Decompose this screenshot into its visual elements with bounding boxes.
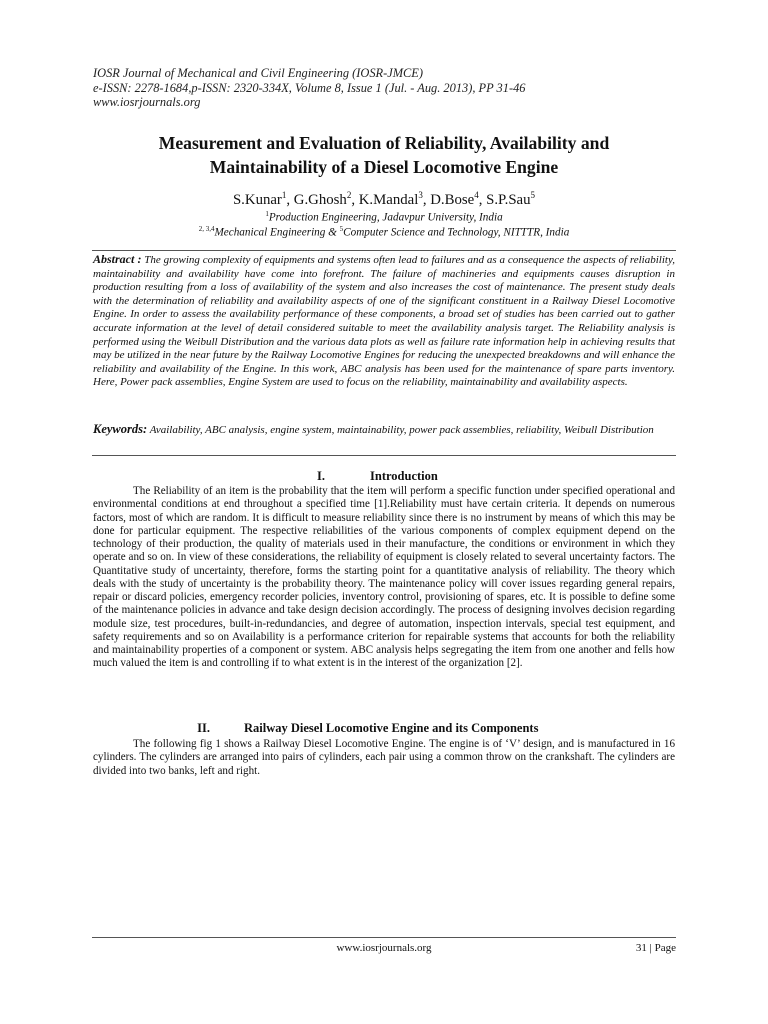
- title-line-1: Measurement and Evaluation of Reliability, Availability and: [158, 133, 610, 153]
- author: G.Ghosh$^2$,: [293, 190, 359, 208]
- section-title: Introduction: [370, 469, 438, 483]
- journal-website[interactable]: www.iosrjournals.org: [93, 95, 201, 109]
- author: K.Mandal$^3$,: [358, 190, 431, 208]
- author: S.P.Sau$^5$: [486, 190, 536, 208]
- footer-rule: [92, 937, 676, 938]
- author-list: [90, 186, 678, 209]
- paper-title: [90, 131, 678, 179]
- author: D.Bose$^4$,: [430, 190, 487, 208]
- section-number: I.: [317, 469, 325, 483]
- keywords: [93, 423, 675, 438]
- title-line-2: Maintainability of a Diesel Locomotive Engine: [209, 157, 559, 177]
- affiliation-1: $^1$Production Engineering, Jadavpur University, India: [265, 210, 503, 224]
- section-number: II.: [197, 721, 210, 735]
- introduction-paragraph: The Reliability of an item is the probability that the item will perform a specific function under specified operational and environmental conditions at end throughout a specified time [1].Reliability must have certain criteria. It depends on numerous factors, most of which are random. It is difficult to measure reliability since there is no instrument by means of which this may be done for particular equipment. The respective reliabilities of the various components of complex equipment depend on the technology of their production, the quality of materials used in their manufacture, the conditions or environment in which they operate and so on. In view of these considerations, the reliability of equipment is closely related to several uncertainty factors. The Quantitative study of uncertainty, therefore, forms the starting point for a quantitative analysis of reliability. The theory which deals with the study of uncertainty is the probability theory. The maintenance policy will cover issues regarding general repairs, repair or discard policies, emergency recorder policies, inventory control, provisioning of spares, etc. It is possible to define some of the maintenance policies in advance and take design decision accordingly. The process of designing involves decision regarding module size, test procedures, built-in-redundancies, and degree of automation, inspection intervals, special test equipment, and safety requirements and so on Availability is a performance criterion for repairable systems that accounts for both the reliability and maintainability properties of a component or system. ABC analysis helps segregating the item from one another and fells how much valued the item is and controlling if to what extent is in the interest of the organization [2].: [93, 485, 675, 670]
- footer-page-number: 31 | Page: [635, 942, 676, 954]
- abstract-label: Abstract :: [93, 252, 142, 266]
- abstract-top-rule: [92, 250, 676, 251]
- journal-issn: e-ISSN: 2278-1684,p-ISSN: 2320-334X, Volume 8, Issue 1 (Jul. - Aug. 2013), PP 31-46: [93, 80, 526, 95]
- author: S.Kunar$^1$,: [232, 190, 294, 208]
- abstract-text: The growing complexity of equipments and systems often lead to failures and as a consequence the aspects of reliability, maintainability and availability have come into forefront. The failure of machineries and equipments causes disruption in production resulting from a loss of availability of the system and also increases the cost of maintenance. The present study deals with the determination of reliability and availability aspects of one of the significant constituent in a Railway Diesel Locomotive Engine. In order to assess the availability performance of these components, a broad set of studies has been carried out to gather accurate information at the level of detail considered suitable to meet the availability analysis target. The Reliability analysis is performed using the Weibull Distribution and the various data plots as well as failure rate information help in achieving results that may be utilized in the near future by the Railway Locomotive Engines for reducing the unexpected breakdowns and will enhance the reliability and availability of the Engine. In this work, ABC analysis has been used for the maintenance of spare parts inventory. Here, Power pack assemblies, Engine System are used to focus on the reliability, maintainability and availability aspects.: [93, 254, 675, 389]
- keywords-label: Keywords:: [93, 422, 148, 436]
- journal-header: [93, 66, 693, 110]
- journal-name: IOSR Journal of Mechanical and Civil Engineering (IOSR-JMCE): [93, 66, 423, 80]
- abstract-bottom-rule: [92, 455, 676, 456]
- footer-website[interactable]: www.iosrjournals.org: [336, 942, 432, 954]
- keywords-text: Availability, ABC analysis, engine system, maintainability, power pack assemblies, reliability, Weibull Distribution: [147, 424, 654, 436]
- affiliation-2: $^{2, 3,4}$Mechanical Engineering & $^5$Computer Science and Technology, NITTTR, India: [198, 225, 570, 239]
- engine-components-paragraph: The following fig 1 shows a Railway Diesel Locomotive Engine. The engine is of ‘V’ design, and is manufactured in 16 cylinders. The cylinders are arranged into pairs of cylinders, each pair using a common throw on the crankshaft. The cylinders are divided into two banks, left and right.: [93, 738, 675, 777]
- abstract: [93, 253, 675, 390]
- section-title: Railway Diesel Locomotive Engine and its Components: [244, 721, 539, 735]
